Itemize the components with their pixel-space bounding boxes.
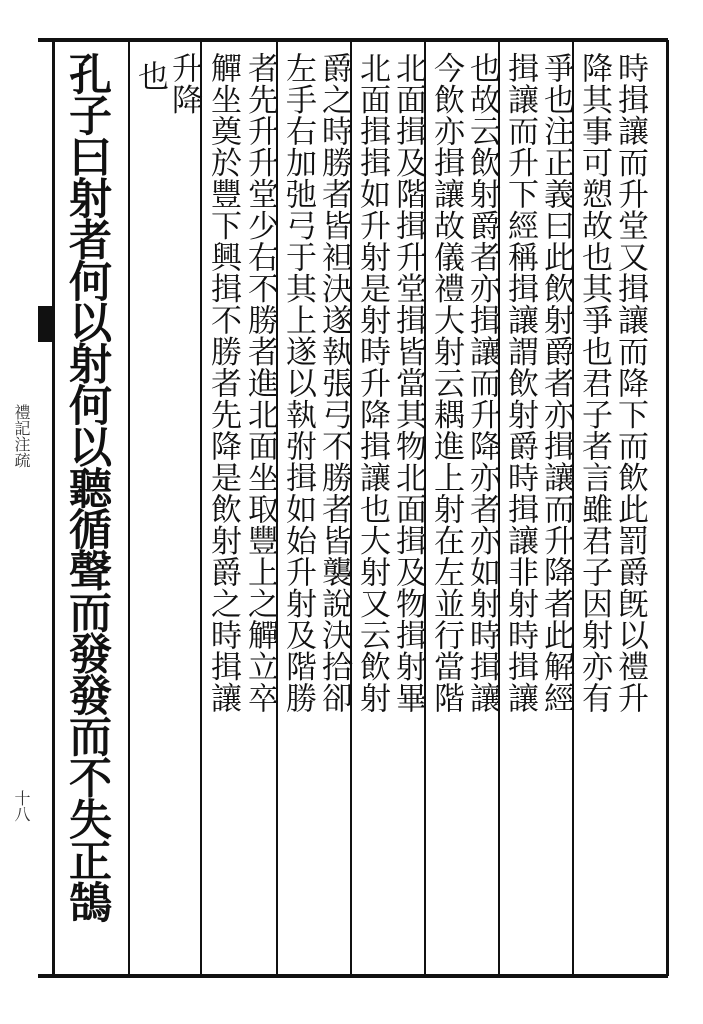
commentary-column-11: 者先升升堂少右不勝者進北面坐取豐上之觶立卒: [242, 52, 278, 714]
left-border: [52, 40, 55, 976]
commentary-column-6: 今飲亦揖讓故儀禮大射云耦進上射在左並行當階: [428, 52, 464, 714]
book-title: 禮記注疏: [12, 404, 31, 468]
commentary-column-1: 時揖讓而升堂又揖讓而降下而飲此罰爵旣以禮升: [612, 52, 648, 714]
commentary-column-7: 北面揖及階揖升堂揖皆當其物北面揖及物揖射畢: [390, 52, 426, 714]
main-text-column: 孔子曰射者何以射何以聽循聲而發發而不失正鵠: [62, 52, 112, 922]
commentary-column-5: 也故云飲射爵者亦揖讓而升降亦者亦如射時揖讓: [464, 52, 500, 714]
spine-block: [38, 306, 54, 342]
commentary-column-10: 左手右加弛弓于其上遂以執弣揖如始升射及階勝: [280, 52, 316, 714]
right-border: [666, 40, 669, 976]
column-divider: [200, 42, 202, 974]
commentary-column-12: 觶坐奠於豐下興揖不勝者先降是飲射爵之時揖讓: [205, 52, 241, 714]
commentary-column-13: 升降: [166, 52, 202, 115]
commentary-column-3: 爭也注正義曰此飲射爵者亦揖讓而升降者此解經: [538, 52, 574, 714]
commentary-column-14: 也: [132, 60, 168, 92]
commentary-column-4: 揖讓而升下經稱揖讓謂飲射爵時揖讓非射時揖讓: [502, 52, 538, 714]
column-divider: [128, 42, 130, 974]
commentary-column-9: 爵之時勝者皆袒決遂執張弓不勝者皆襲說決拾卻: [316, 52, 352, 714]
bottom-border: [38, 974, 668, 978]
commentary-column-8: 北面揖揖如升射是射時升降揖讓也大射又云飲射: [354, 52, 390, 714]
page-number: 十八: [12, 790, 31, 822]
commentary-column-2: 降其事可愬故也其爭也君子者言雖君子因射亦有: [576, 52, 612, 714]
